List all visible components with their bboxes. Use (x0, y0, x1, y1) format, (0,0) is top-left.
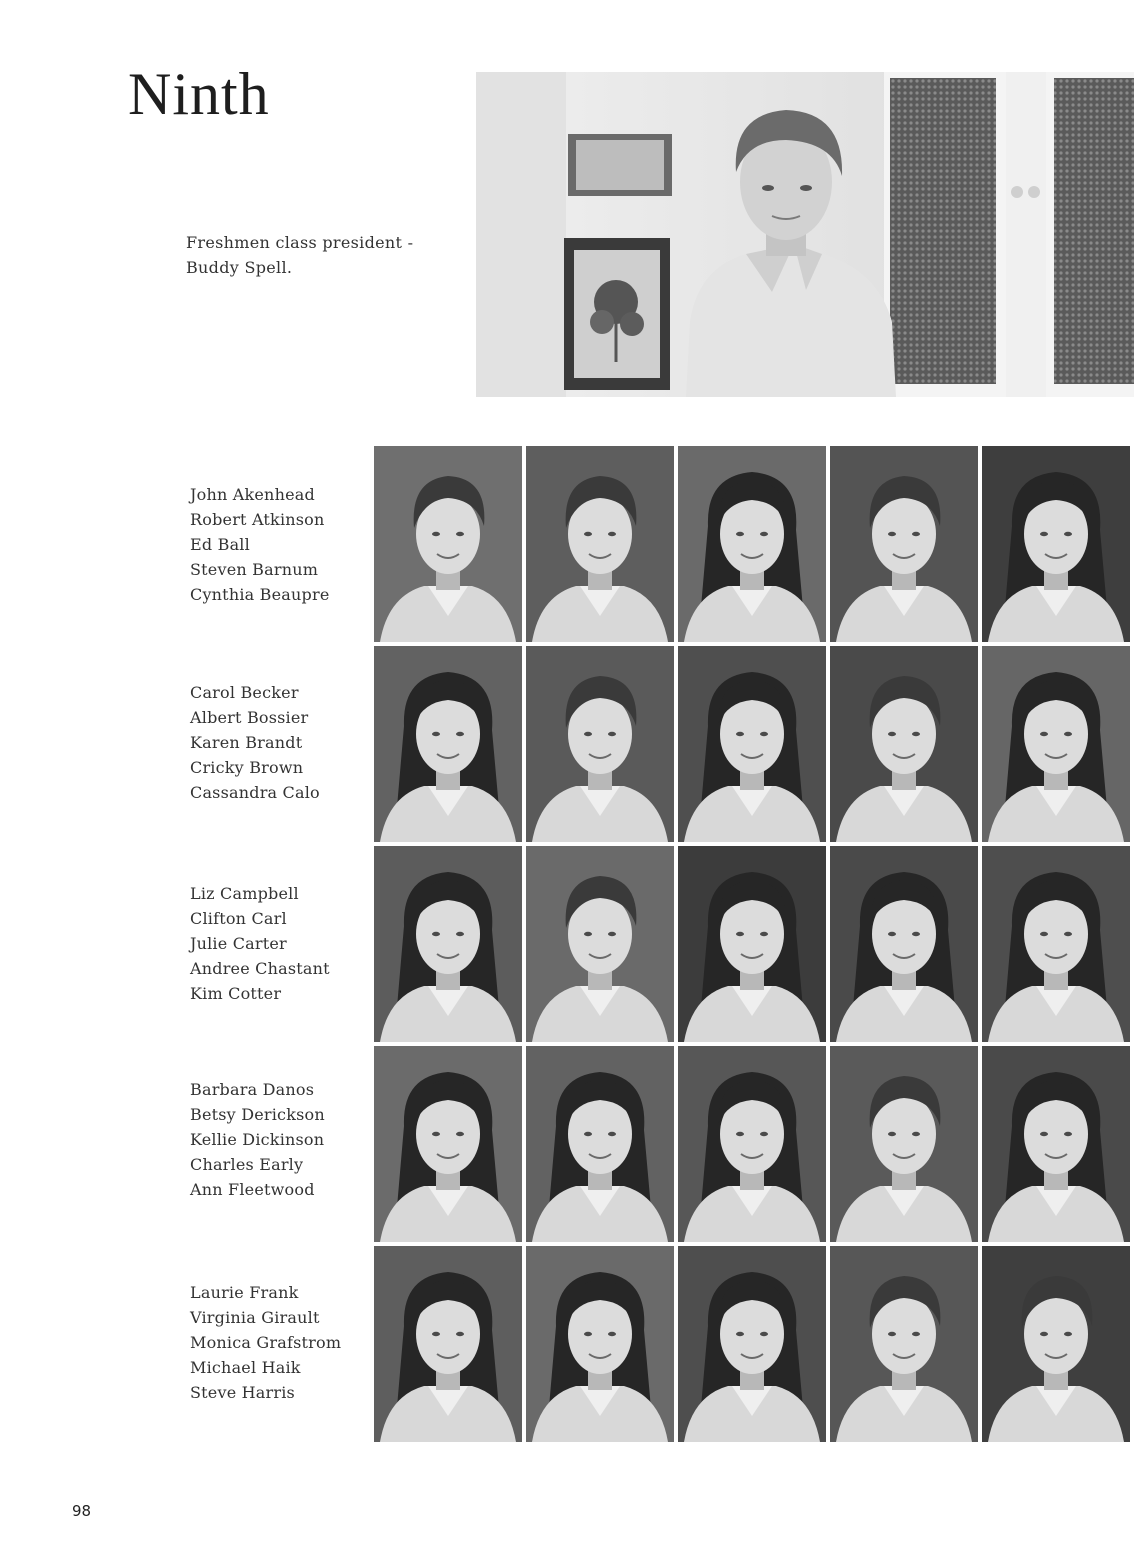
student-portrait (982, 446, 1130, 642)
student-portrait (374, 1246, 522, 1442)
student-name: Michael Haik (190, 1358, 301, 1377)
student-name: Carol Becker (190, 683, 299, 702)
page-number: 98 (72, 1502, 92, 1520)
student-portrait (678, 1246, 826, 1442)
student-name: Barbara Danos (190, 1080, 315, 1099)
student-name: Julie Carter (190, 934, 287, 953)
student-portrait (678, 846, 826, 1042)
caption-line: Buddy Spell. (186, 258, 293, 277)
class-president-photo (476, 72, 1134, 397)
student-portrait (830, 1246, 978, 1442)
student-portrait (526, 446, 674, 642)
photo-caption (186, 230, 413, 280)
student-portrait (982, 1246, 1130, 1442)
student-portrait (374, 1046, 522, 1242)
student-name: Steven Barnum (190, 560, 319, 579)
student-name: Liz Campbell (190, 884, 299, 903)
student-portrait (374, 646, 522, 842)
student-name: Virginia Girault (190, 1308, 320, 1327)
student-name: Albert Bossier (190, 708, 309, 727)
name-list-row-4 (190, 1077, 325, 1202)
page-title: Ninth (128, 61, 270, 127)
student-name: Laurie Frank (190, 1283, 299, 1302)
name-list-row-1 (190, 482, 330, 607)
student-portrait (526, 1246, 674, 1442)
student-name: Cassandra Calo (190, 783, 320, 802)
name-list-row-5 (190, 1280, 341, 1405)
student-name: John Akenhead (190, 485, 315, 504)
student-name: Karen Brandt (190, 733, 303, 752)
name-list-row-2 (190, 680, 320, 805)
student-portrait (374, 846, 522, 1042)
student-portrait (526, 646, 674, 842)
student-portrait (982, 1046, 1130, 1242)
student-name: Betsy Derickson (190, 1105, 325, 1124)
student-name: Kellie Dickinson (190, 1130, 325, 1149)
student-name: Steve Harris (190, 1383, 295, 1402)
student-portrait (678, 646, 826, 842)
student-name: Andree Chastant (190, 959, 330, 978)
student-portrait (830, 646, 978, 842)
student-name: Charles Early (190, 1155, 304, 1174)
student-portrait (982, 646, 1130, 842)
student-portrait (526, 1046, 674, 1242)
student-portrait (374, 446, 522, 642)
student-portrait (830, 1046, 978, 1242)
student-name: Robert Atkinson (190, 510, 325, 529)
caption-line: Freshmen class president - (186, 233, 414, 252)
student-name: Cynthia Beaupre (190, 585, 330, 604)
name-list-row-3 (190, 881, 330, 1006)
portrait-grid (374, 446, 1130, 1442)
student-name: Ann Fleetwood (190, 1180, 315, 1199)
student-portrait (678, 446, 826, 642)
student-portrait (830, 446, 978, 642)
student-name: Monica Grafstrom (190, 1333, 342, 1352)
student-name: Kim Cotter (190, 984, 282, 1003)
student-portrait (526, 846, 674, 1042)
student-portrait (982, 846, 1130, 1042)
student-name: Cricky Brown (190, 758, 304, 777)
student-portrait (678, 1046, 826, 1242)
student-name: Ed Ball (190, 535, 250, 554)
student-name: Clifton Carl (190, 909, 287, 928)
student-portrait (830, 846, 978, 1042)
